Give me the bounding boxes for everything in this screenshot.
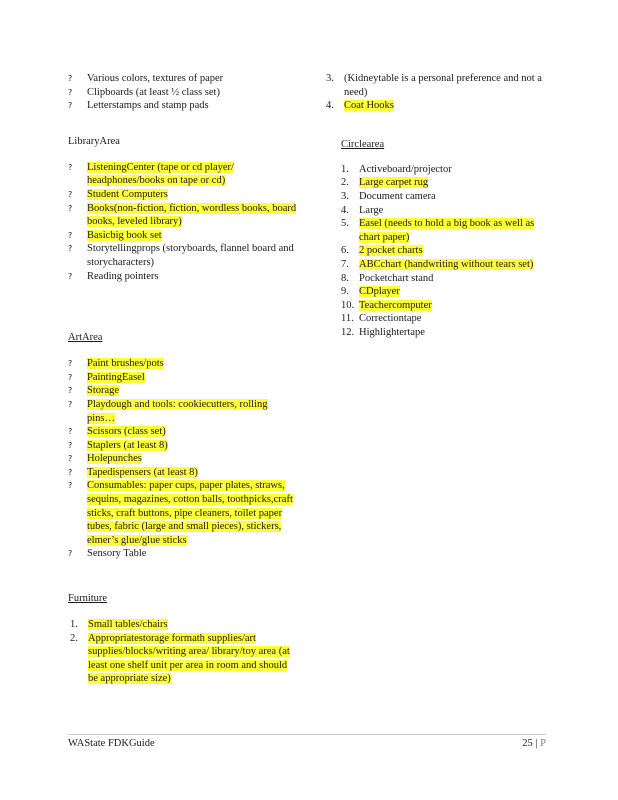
item-text: Staplers (at least 8) bbox=[87, 439, 168, 451]
list-item bbox=[68, 202, 298, 229]
circle-area-list bbox=[326, 163, 554, 340]
list-item bbox=[68, 547, 298, 561]
bullet-marker: ? bbox=[68, 203, 73, 213]
list-item bbox=[68, 384, 298, 398]
supplies-list bbox=[68, 72, 298, 113]
furniture-list bbox=[68, 618, 298, 686]
list-item bbox=[68, 229, 298, 243]
bullet-marker: ? bbox=[68, 189, 73, 199]
list-item bbox=[341, 163, 554, 177]
page-number-value: 25 | bbox=[522, 738, 538, 749]
bullet-marker: ? bbox=[68, 271, 73, 281]
item-number: 10. bbox=[341, 299, 355, 311]
item-text: Large carpet rug bbox=[359, 177, 429, 189]
list-item bbox=[341, 326, 554, 340]
item-text: Various colors, textures of paper bbox=[87, 73, 224, 84]
library-area-heading: LibraryArea bbox=[68, 135, 120, 147]
item-number: 5. bbox=[341, 218, 349, 230]
item-text: CDplayer bbox=[359, 286, 400, 298]
item-text: Scissors (class set) bbox=[87, 426, 166, 438]
bullet-marker: ? bbox=[68, 74, 73, 83]
list-item bbox=[70, 618, 298, 632]
bullet-marker: ? bbox=[68, 372, 73, 382]
item-text: PaintingEasel bbox=[87, 371, 145, 383]
bullet-marker: ? bbox=[68, 427, 73, 437]
item-text: (Kidneytable is a personal preference and not a need) bbox=[344, 73, 542, 98]
item-number: 2. bbox=[70, 632, 78, 644]
right-column bbox=[326, 72, 554, 340]
item-text: Storage bbox=[87, 385, 120, 397]
list-item bbox=[68, 242, 298, 269]
list-item bbox=[68, 357, 298, 371]
item-number: 12. bbox=[341, 326, 355, 338]
library-area-list bbox=[68, 161, 298, 283]
list-item bbox=[68, 439, 298, 453]
bullet-marker: ? bbox=[68, 101, 73, 111]
bullet-marker: ? bbox=[68, 399, 73, 409]
item-text: ABCchart (handwriting without tears set) bbox=[359, 258, 534, 270]
item-text: Books(non-fiction, fiction, wordless books, board books, leveled library) bbox=[87, 202, 297, 228]
item-text: Pocketchart stand bbox=[359, 272, 434, 284]
item-text: Student Computers bbox=[87, 188, 168, 200]
item-number: 2. bbox=[341, 177, 349, 189]
bullet-marker: ? bbox=[68, 87, 73, 97]
item-number: 8. bbox=[341, 272, 349, 284]
left-column bbox=[68, 72, 298, 686]
item-number: 1. bbox=[70, 619, 78, 631]
item-text: Highlightertape bbox=[359, 326, 425, 338]
item-number: 4. bbox=[341, 204, 349, 216]
item-text: Teachercomputer bbox=[359, 299, 432, 311]
bullet-marker: ? bbox=[68, 440, 73, 450]
item-text: Reading pointers bbox=[87, 270, 159, 282]
item-number: 7. bbox=[341, 258, 349, 270]
item-text: Consumables: paper cups, paper plates, straws, sequins, magazines, cotton balls, toothpicks,craft sticks, craft buttons, pipe cleaners, toilet paper tubes, fabric (large and small pieces), stickers, elmer’s glue/glue sticks bbox=[87, 480, 293, 546]
list-item bbox=[341, 190, 554, 204]
list-item bbox=[341, 312, 554, 326]
bullet-marker: ? bbox=[68, 230, 73, 240]
item-number: 4. bbox=[326, 100, 334, 112]
item-text: Activeboard/projector bbox=[359, 163, 452, 175]
list-item bbox=[341, 176, 554, 190]
list-item bbox=[70, 632, 298, 686]
item-text: Clipboards (at least ½ class set) bbox=[87, 86, 220, 98]
item-text: Storytellingprops (storyboards, flannel board and storycharacters) bbox=[87, 243, 294, 268]
item-text: Letterstamps and stamp pads bbox=[87, 100, 209, 112]
art-area-heading: ArtArea bbox=[68, 332, 103, 344]
page-number bbox=[522, 738, 546, 749]
footer-title: WAState FDKGuide bbox=[68, 738, 155, 749]
list-item bbox=[68, 371, 298, 385]
item-text: Tapedispensers (at least 8) bbox=[87, 466, 198, 478]
list-item bbox=[341, 285, 554, 299]
item-number: 9. bbox=[341, 286, 349, 298]
list-item bbox=[68, 479, 298, 547]
list-item bbox=[68, 99, 298, 113]
item-text: Easel (needs to hold a big book as well as chart paper) bbox=[359, 218, 535, 243]
item-text: Appropriatestorage formath supplies/art supplies/blocks/writing area/ library/toy area (at least one shelf unit per area in room and should be appropriate size) bbox=[88, 632, 290, 685]
list-item bbox=[68, 72, 298, 86]
list-item bbox=[68, 161, 298, 188]
item-text: ListeningCenter (tape or cd player/ headphones/books on tape or cd) bbox=[87, 161, 234, 187]
list-item bbox=[68, 188, 298, 202]
item-text: Playdough and tools: cookiecutters, rolling pins… bbox=[87, 398, 268, 424]
bullet-marker: ? bbox=[68, 481, 73, 491]
bullet-marker: ? bbox=[68, 467, 73, 477]
list-item bbox=[341, 204, 554, 218]
list-item bbox=[341, 217, 554, 244]
item-text: Large bbox=[359, 204, 384, 216]
list-item bbox=[326, 99, 554, 113]
list-item bbox=[68, 466, 298, 480]
list-item bbox=[68, 86, 298, 100]
item-text: Basicbig book set bbox=[87, 229, 162, 241]
item-text: Paint brushes/pots bbox=[87, 358, 164, 370]
list-item bbox=[341, 272, 554, 286]
item-text: Sensory Table bbox=[87, 548, 147, 560]
list-item bbox=[341, 258, 554, 272]
furniture-heading: Furniture bbox=[68, 593, 108, 605]
bullet-marker: ? bbox=[68, 244, 73, 254]
item-text: Coat Hooks bbox=[344, 100, 394, 112]
list-item bbox=[68, 270, 298, 284]
list-item bbox=[326, 72, 554, 99]
bullet-marker: ? bbox=[68, 359, 73, 369]
item-text: 2 pocket charts bbox=[359, 245, 423, 257]
list-item bbox=[341, 299, 554, 313]
list-item bbox=[341, 244, 554, 258]
bullet-marker: ? bbox=[68, 549, 73, 559]
circle-area-heading: Circlearea bbox=[341, 138, 385, 150]
item-number: 6. bbox=[341, 245, 349, 257]
list-item bbox=[68, 398, 298, 425]
bullet-marker: ? bbox=[68, 162, 73, 172]
item-text: Holepunches bbox=[87, 453, 142, 465]
art-area-list bbox=[68, 357, 298, 561]
item-number: 1. bbox=[341, 163, 349, 175]
item-text: Document camera bbox=[359, 190, 436, 202]
page-number-suffix: P bbox=[540, 738, 546, 749]
bullet-marker: ? bbox=[68, 386, 73, 396]
item-text: Small tables/chairs bbox=[88, 619, 168, 631]
item-number: 3. bbox=[326, 73, 334, 84]
page-footer bbox=[68, 734, 546, 749]
item-number: 11. bbox=[341, 313, 354, 325]
furniture-list-continued bbox=[326, 72, 554, 113]
item-text: Correctiontape bbox=[359, 313, 422, 325]
list-item bbox=[68, 425, 298, 439]
item-number: 3. bbox=[341, 190, 349, 202]
list-item bbox=[68, 452, 298, 466]
bullet-marker: ? bbox=[68, 454, 73, 464]
